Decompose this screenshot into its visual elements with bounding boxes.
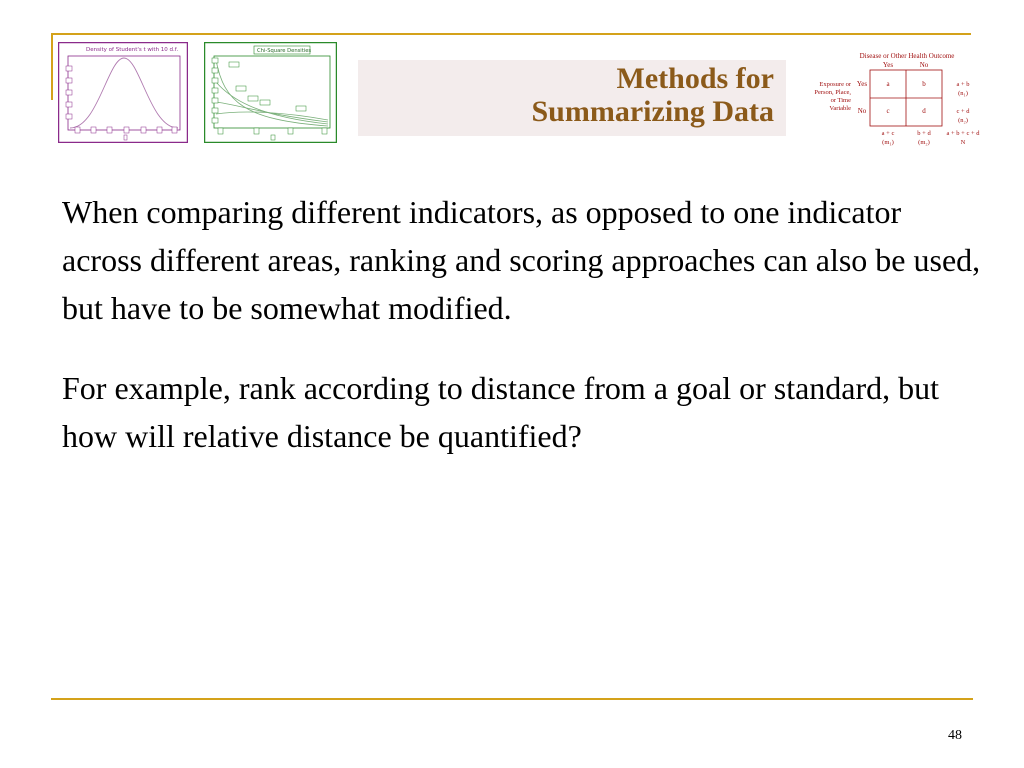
slide-title bbox=[532, 62, 775, 128]
title-box bbox=[358, 60, 786, 136]
row-label-1: Exposure or bbox=[819, 81, 851, 88]
col2-total: b + d bbox=[917, 130, 931, 137]
grand-total: a + b + c + d bbox=[946, 130, 980, 137]
row-no-label: No bbox=[857, 107, 867, 115]
chi-square-thumbnail bbox=[204, 42, 337, 143]
col1-total: a + c bbox=[881, 130, 895, 137]
col-yes-label: Yes bbox=[882, 61, 894, 69]
row-yes-label: Yes bbox=[856, 80, 868, 88]
bottom-rule bbox=[51, 698, 973, 700]
row-label-4: Variable bbox=[829, 105, 851, 112]
cell-d: d bbox=[922, 107, 926, 115]
title-line-2: Summarizing Data bbox=[531, 95, 774, 128]
t-density-thumbnail bbox=[58, 42, 188, 143]
col-no-label: No bbox=[919, 61, 929, 69]
page-number: 48 bbox=[948, 728, 962, 743]
chi-square-title: Chi-Square Densities bbox=[257, 48, 312, 54]
title-line-1: Methods for bbox=[616, 62, 774, 95]
slide-body bbox=[62, 188, 982, 460]
cell-c: c bbox=[886, 107, 890, 115]
top-rule bbox=[51, 33, 971, 35]
contingency-table bbox=[800, 48, 1000, 148]
left-rule bbox=[51, 33, 53, 100]
cell-b: b bbox=[922, 80, 926, 88]
row2-total-n: (n₂) bbox=[958, 117, 968, 124]
grand-total-n: N bbox=[960, 139, 966, 146]
row-label-3: or Time bbox=[830, 97, 851, 104]
t-density-title: Density of Student's t with 10 d.f. bbox=[86, 47, 179, 53]
table-header: Disease or Other Health Outcome bbox=[859, 52, 955, 60]
row1-total-n: (n₁) bbox=[958, 90, 968, 97]
paragraph-2: For example, rank according to distance from a goal or standard, but how will relative distance be quantified? bbox=[62, 370, 940, 454]
col1-total-m: (m₁) bbox=[882, 139, 894, 146]
row1-total: a + b bbox=[956, 81, 970, 88]
cell-a: a bbox=[886, 80, 890, 88]
paragraph-1: When comparing different indicators, as opposed to one indicator across different areas, ranking and scoring approaches can also be used, but have to be somewhat modified. bbox=[62, 194, 981, 326]
row-label-2: Person, Place, bbox=[814, 89, 851, 96]
col2-total-m: (m₂) bbox=[918, 139, 930, 146]
row2-total: c + d bbox=[956, 108, 970, 115]
